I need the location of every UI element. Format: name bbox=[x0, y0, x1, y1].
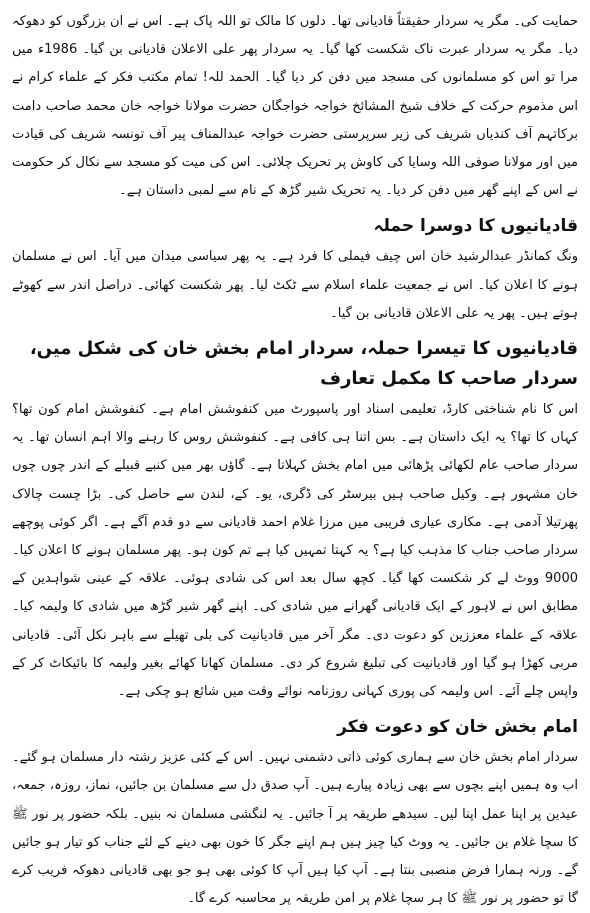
invitation-paragraph: سردار امام بخش خان سے ہماری کوئی ذاتی دشمنی نہیں۔ اس کے کئی عزیز رشتہ دار مسلمان ہو گئے۔ اب وہ ہمیں اپنے بچوں سے بھی زیادہ پیارے ہیں۔ آپ صدق دل سے مسلمان بن جائیں، نماز، روزہ، جمعہ، عیدین پر اپنا عمل اپنا لیں۔ سیدھے طریقہ پر آ جائیں۔ یہ لنگشی مسلمان نہ بنیں۔ بلکہ حضور پر نور ﷺ کا سچا غلام بن جائیں۔ یہ ووٹ کیا چیز ہیں ہم اپنے جگر کا خون بھی دینے کے لئے جناب کو تیار ہو جائیں گے۔ ورنہ ہمارا فرض منصبی بنتا ہے۔ آپ کیا ہیں آپ کا کوئی بھی ہو جو بھی قادیانی دھوکہ فریب کرے گا تو حضور پر نور ﷺ کا ہر سچا غلام پر امن طریقہ پر محاسبہ کرے گا۔ bbox=[12, 750, 578, 907]
second-attack-paragraph: ونگ کمانڈر عبدالرشید خان اس چیف فیملی کا فرد ہے۔ یہ پھر سیاسی میدان میں آیا۔ اس نے مسلمان ہونے کا اعلان کیا۔ اس نے جمعیت علماء اسلام سے ٹکٹ لیا۔ پھر شکست کھائی۔ دراصل اندر سے کھوٹے ہوتے ہیں۔ پھر یہ علی الاعلان قادیانی بن گیا۔ bbox=[12, 249, 578, 321]
section-heading-third-attack: قادیانیوں کا تیسرا حملہ، سردار امام بخش خان کی شکل میں، سردار صاحب کا مکمل تعارف bbox=[29, 338, 578, 390]
section-heading-second-attack: قادیانیوں کا دوسرا حملہ bbox=[373, 216, 578, 237]
intro-paragraph: حمایت کی۔ مگر یہ سردار حقیقتاً قادیانی تھا۔ دلوں کا مالک تو اللہ پاک ہے۔ اس نے ان بزرگوں کو دھوکہ دیا۔ مگر یہ سردار عبرت ناک شکست کھا گیا۔ یہ سردار پھر علی الاعلان قادیانی بن گیا۔ 1986ء میں مرا تو اس کو مسلمانوں کی مسجد میں دفن کر دیا گیا۔ الحمد للہ! تمام مکتب فکر کے علماء کرام نے اس مذموم حرکت کے خلاف شیخ المشائخ خواجہ خواجگان حضرت مولانا خواجہ خان محمد صاحب دامت برکاتہم آف کندیاں شریف کی زیر سرپرستی حضرت خواجہ عبدالمناف پیر آف تونسہ شریف کی قیادت میں اور مولانا صوفی اللہ وسایا کی کاوش پر تحریک چلائی۔ اس کی میت کو مسجد سے نکال کر حکومت نے اس کے اپنے گھر میں دفن کر دیا۔ یہ تحریک شیر گڑھ کے نام سے لمبی داستان ہے۔ bbox=[12, 14, 578, 199]
third-attack-paragraph: اس کا نام شناختی کارڈ، تعلیمی اسناد اور پاسپورٹ میں کنفوشش امام ہے۔ کنفوشش امام کون تھا؟ کہاں کا تھا؟ یہ ایک داستان ہے۔ بس اتنا ہی کافی ہے۔ کنفوشش روس کا رہنے والا اہم انسان تھا۔ یہ سردار صاحب عام لکھائی پڑھائی میں امام بخش کہلاتا ہے۔ گاؤں بھر میں کنبے قبیلے کے اندر چوں چوں خان مشہور ہے۔ وکیل صاحب ہیں بیرسٹر کی ڈگری، یو۔ کے، لندن سے حاصل کی۔ بڑا چست چالاک پھرتیلا آدمی ہے۔ مکاری عیاری فریبی میں مرزا غلام احمد قادیانی سے دو قدم آگے ہے۔ اگر کوئی پوچھے سردار صاحب جناب کا مذہب کیا ہے؟ یہ کہتا تمہیں کیا ہے تم کون ہو۔ پھر مسلمان ہونے کا اعلان کیا۔ 9000 ووٹ لے کر شکست کھا گیا۔ کچھ سال بعد اس کی شادی ہوئی۔ علاقہ کے عینی شواہدین کے مطابق اس نے لاہور کے ایک قادیانی گھرانے میں شادی کی۔ اپنے گھر شیر گڑھ میں شادی کا ولیمہ کیا۔ علاقہ کے علماء معززین کو دعوت دی۔ مگر آخر میں قادیانیت کی بلی تھیلے سے باہر نکل آئی۔ قادیانی مربی کھڑا ہو گیا اور قادیانیت کی تبلیغ شروع کر دی۔ مسلمان کھانا کھائے بغیر ولیمہ کا بائیکاٹ کر کے واپس چلے آئے۔ اس ولیمہ کی پوری کہانی روزنامہ نوائے وقت میں شائع ہو چکی ہے۔ bbox=[12, 402, 578, 700]
section-heading-invitation: امام بخش خان کو دعوت فکر bbox=[337, 717, 578, 738]
